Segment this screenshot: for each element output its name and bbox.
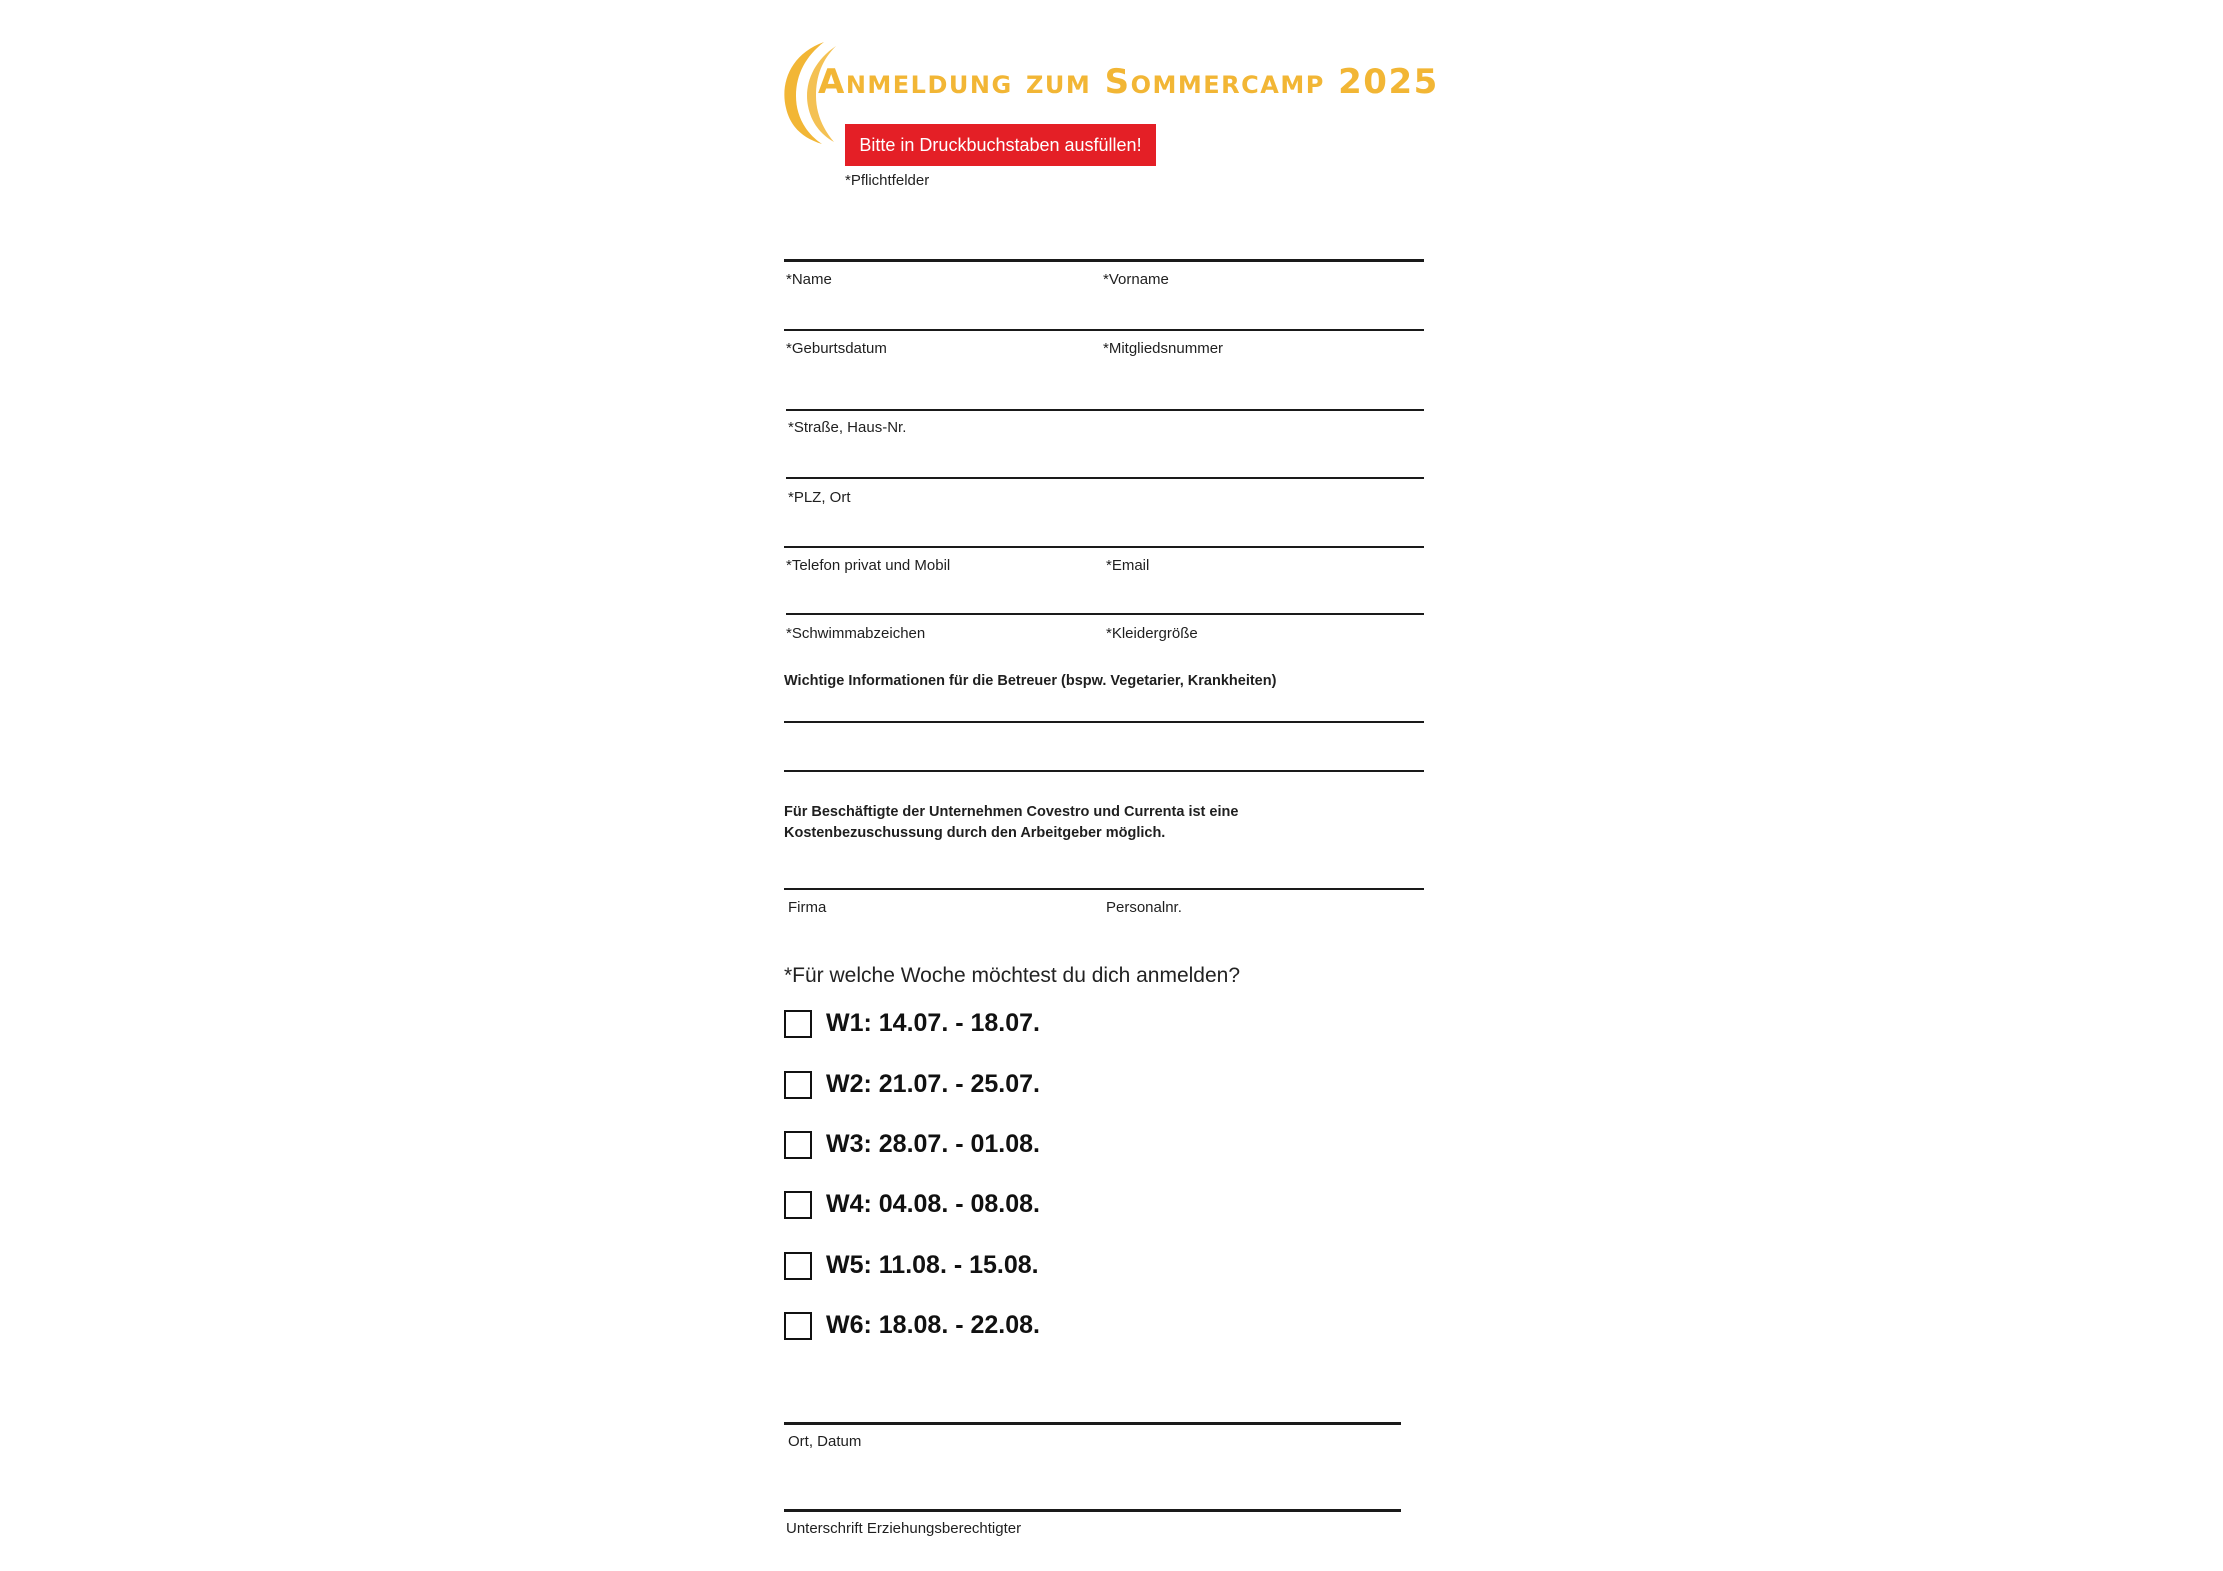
required-fields-note: *Pflichtfelder: [845, 172, 930, 189]
firma-field-label: Firma: [788, 899, 827, 916]
week-label: W3: 28.07. - 01.08.: [826, 1130, 1041, 1158]
divider-line: [784, 259, 1424, 262]
week-checkbox[interactable]: [784, 1191, 812, 1219]
geburtsdatum-field-label: *Geburtsdatum: [786, 340, 887, 357]
form-title: Anmeldung zum Sommercamp 2025: [818, 62, 1439, 102]
info-heading: Wichtige Informationen für die Betreuer (bspw. Vegetarier, Krankheiten): [784, 673, 1277, 689]
signature-label: Unterschrift Erziehungsberechtigter: [786, 1520, 1022, 1537]
ort-datum-line[interactable]: [784, 1422, 1401, 1425]
strasse-field-line[interactable]: [786, 477, 1424, 479]
week-label: W2: 21.07. - 25.07.: [826, 1070, 1041, 1098]
week-checkbox[interactable]: [784, 1071, 812, 1099]
name-field-line[interactable]: [784, 329, 1424, 331]
telefon-field-label: *Telefon privat und Mobil: [786, 557, 951, 574]
week-option: [784, 1311, 1040, 1340]
week-option: [784, 1070, 1040, 1099]
name-field-label: *Name: [786, 271, 832, 288]
strasse-field-label: *Straße, Haus-Nr.: [788, 419, 907, 436]
mitgliedsnummer-field-label: *Mitgliedsnummer: [1103, 340, 1224, 357]
kleidergroesse-field-label: *Kleidergröße: [1106, 625, 1198, 642]
week-label: W4: 04.08. - 08.08.: [826, 1190, 1041, 1218]
plz-ort-field-line[interactable]: [784, 546, 1424, 548]
week-checkbox[interactable]: [784, 1312, 812, 1340]
week-label: W5: 11.08. - 15.08.: [826, 1251, 1039, 1279]
week-checkbox[interactable]: [784, 1010, 812, 1038]
firma-field-line[interactable]: [784, 888, 1424, 890]
week-checkbox[interactable]: [784, 1131, 812, 1159]
week-option: [784, 1190, 1040, 1219]
info-line-2[interactable]: [784, 770, 1424, 772]
geburtsdatum-field-line[interactable]: [786, 409, 1424, 411]
week-label: W6: 18.08. - 22.08.: [826, 1311, 1041, 1339]
vorname-field-label: *Vorname: [1103, 271, 1169, 288]
week-option: [784, 1251, 1039, 1280]
week-option: [784, 1130, 1040, 1159]
week-checkbox[interactable]: [784, 1252, 812, 1280]
signature-line[interactable]: [784, 1509, 1401, 1512]
employer-subsidy-note: Für Beschäftigte der Unternehmen Covestro und Currenta ist eine Kostenbezuschussung durch den Arbeitgeber möglich.: [784, 804, 1239, 841]
email-field-label: *Email: [1106, 557, 1150, 574]
plz-ort-field-label: *PLZ, Ort: [788, 489, 851, 506]
personalnr-field-label: Personalnr.: [1106, 899, 1182, 916]
week-option: [784, 1009, 1040, 1038]
week-label: W1: 14.07. - 18.07.: [826, 1009, 1041, 1037]
telefon-field-line[interactable]: [786, 613, 1424, 615]
schwimmabzeichen-field-label: *Schwimmabzeichen: [786, 625, 926, 642]
info-line-1[interactable]: [784, 721, 1424, 723]
print-letters-notice: Bitte in Druckbuchstaben ausfüllen!: [845, 124, 1156, 166]
ort-datum-label: Ort, Datum: [788, 1433, 862, 1450]
week-question: *Für welche Woche möchtest du dich anmelden?: [784, 964, 1241, 987]
